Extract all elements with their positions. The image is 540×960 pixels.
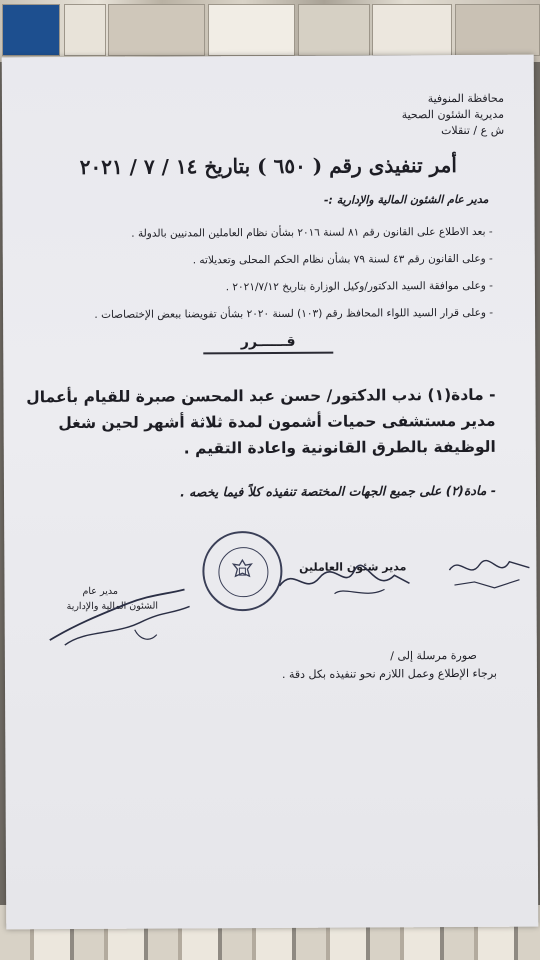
- document-sheet: [2, 55, 539, 930]
- newspaper-fragment: [108, 4, 205, 56]
- header-governorate: محافظة المنوفية: [427, 91, 504, 106]
- newspaper-fragment: [455, 4, 540, 56]
- preamble-item: - وعلى قرار السيد اللواء المحافظ رقم (١٠٣) لسنة ٢٠٢٠ بشأن تفويضنا ببعض الإختصاصات .: [94, 306, 494, 321]
- general-manager-dept-label: الشئون المالية والإدارية: [66, 600, 159, 613]
- article-1-line: مدير مستشفى حميات أشمون لمدة ثلاثة أشهر لحين شغل: [58, 411, 496, 433]
- article-1-line: الوظيفة بالطرق القانونية واعادة التقيم .: [183, 437, 496, 458]
- handwritten-date-scribble: [444, 550, 534, 595]
- addressee: مدير عام الشئون المالية والإدارية :-: [323, 192, 489, 207]
- general-manager-signature-scribble: [44, 584, 194, 655]
- decision-underline: [203, 352, 333, 355]
- order-title: أمر تنفيذى رقم ( ٦٥٠ ) بتاريخ ١٤ / ٧ / ٢٠٢١: [79, 153, 457, 179]
- eagle-emblem-icon: [230, 558, 254, 584]
- background-newspapers-top: [0, 0, 540, 62]
- header-department: ش ع / تنقلات: [441, 123, 505, 138]
- preamble-item: - بعد الاطلاع على القانون رقم ٨١ لسنة ٢٠١٦ بشأن نظام العاملين المدنيين بالدولة .: [131, 225, 493, 240]
- general-manager-label: مدير عام: [82, 585, 118, 597]
- newspaper-fragment: [2, 4, 60, 56]
- preamble-item: - وعلى القانون رقم ٤٣ لسنة ٧٩ بشأن نظام الحكم المحلى وتعديلاته .: [192, 252, 493, 267]
- director-signature-scribble: [274, 555, 414, 606]
- newspaper-fragment: [208, 4, 295, 56]
- director-signature-label: مدير شئون العاملين: [299, 560, 407, 574]
- decision-heading: قــــــرر: [240, 333, 296, 351]
- article-2: - مادة(٢) على جميع الجهات المختصة تنفيذه كلاً فيما يخصه .: [180, 482, 497, 500]
- article-1-line: - مادة(١) ندب الدكتور/ حسن عبد المحسن صبرة للقيام بأعمال: [26, 385, 496, 407]
- newspaper-fragment: [372, 4, 452, 56]
- copy-to-heading: صورة مرسلة إلى /: [390, 648, 477, 663]
- newspaper-fragment: [298, 4, 370, 56]
- newspaper-fragment: [64, 4, 106, 56]
- preamble-item: - وعلى موافقة السيد الدكتور/وكيل الوزارة بتاريخ ٢٠٢١/٧/١٢ .: [225, 279, 493, 294]
- header-directorate: مديرية الشئون الصحية: [401, 107, 505, 122]
- copy-to-instruction: برجاء الإطلاع وعمل اللازم نحو تنفيذه بكل دقة .: [281, 666, 497, 681]
